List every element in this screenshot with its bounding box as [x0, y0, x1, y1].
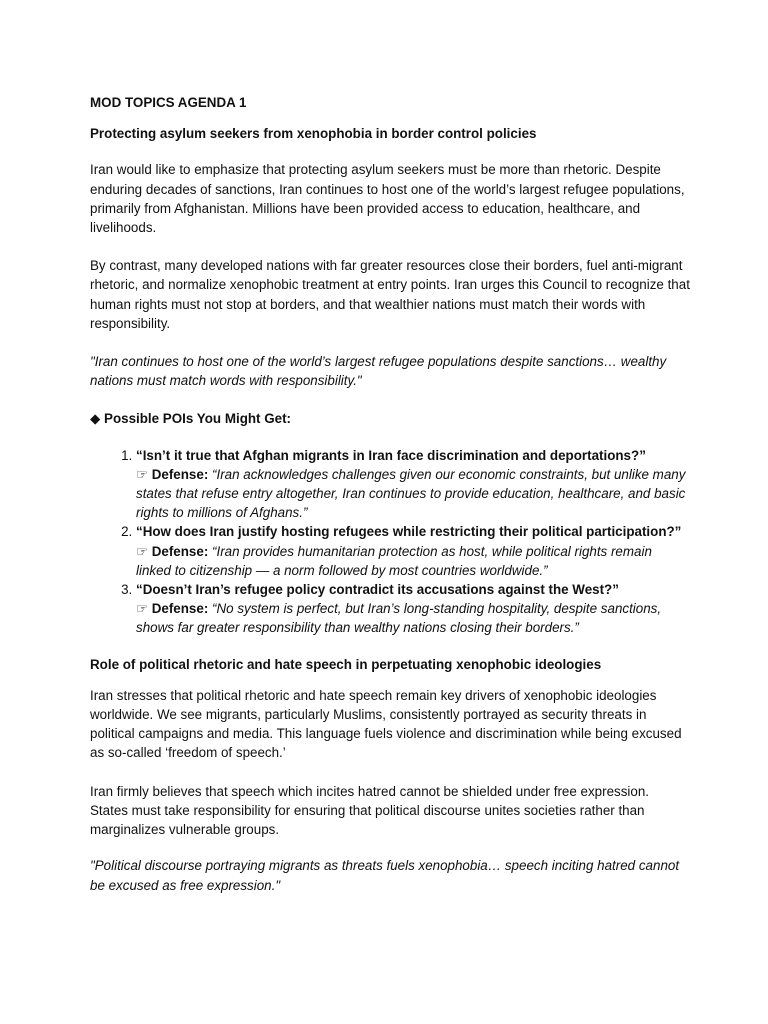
poi-list — [90, 446, 690, 638]
topic1-paragraph-1: Iran would like to emphasize that protecting asylum seekers must be more than rhetoric. Despite enduring decades of sanctions, Iran continues to host one of the world’s largest refugee populations, primarily from Afghanistan. Millions have been provided access to education, healthcare, and livelihoods. — [90, 162, 685, 236]
document-page — [90, 93, 690, 914]
topic1-quote: "Iran continues to host one of the world’s largest refugee populations despite sanctions… wealthy nations must match words with responsibility." — [90, 354, 667, 389]
topic2-section — [90, 655, 690, 895]
topic1-paragraph-2: By contrast, many developed nations with far greater resources close their borders, fuel anti-migrant rhetoric, and normalize xenophobic treatment at entry points. Iran urges this Council to recognize that human rights must not stop at borders, and that wealthier nations must match their words with responsibility. — [90, 258, 690, 331]
poi-defense-text: “No system is perfect, but Iran’s long-standing hospitality, despite sanctions, shows far greater responsibility than wealthy nations closing their borders.” — [136, 601, 662, 636]
topic2-title: Role of political rhetoric and hate speech in perpetuating xenophobic ideologies — [90, 656, 602, 672]
poi-defense-text: “Iran acknowledges challenges given our economic constraints, but unlike many states that refuse entry altogether, Iran continues to provide education, healthcare, and basic rights to millions of Afghans.” — [136, 466, 686, 521]
poi-defense-label: ☞ Defense: — [136, 543, 209, 559]
poi-heading: ◆ Possible POIs You Might Get: — [90, 411, 292, 427]
topic2-paragraph-1: Iran stresses that political rhetoric and hate speech remain key drivers of xenophobic ideologies worldwide. We see migrants, particularly Muslims, consistently portrayed as security threats in political campaigns and media. This language fuels violence and discrimination while being excused as so-called ‘freedom of speech.’ — [90, 687, 682, 761]
topic2-quote: "Political discourse portraying migrants as threats fuels xenophobia… speech inciting hatred cannot be excused as free expression." — [90, 858, 680, 893]
poi-question: “Doesn’t Iran’s refugee policy contradict its accusations against the West?” — [136, 582, 619, 598]
topic1-title: Protecting asylum seekers from xenophobia in border control policies — [90, 126, 537, 142]
agenda-title: MOD TOPICS AGENDA 1 — [90, 95, 247, 110]
poi-question: “Isn’t it true that Afghan migrants in Iran face discrimination and deportations?” — [136, 447, 646, 463]
poi-question: “How does Iran justify hosting refugees while restricting their political participation?” — [136, 524, 682, 540]
topic2-paragraph-2: Iran firmly believes that speech which incites hatred cannot be shielded under free expression. States must take responsibility for ensuring that political discourse unites societies rather than marginalizes vulnerable groups. — [90, 783, 650, 838]
poi-defense-text: “Iran provides humanitarian protection as host, while political rights remain linked to citizenship — a norm followed by most countries worldwide.” — [136, 543, 652, 578]
poi-item — [136, 522, 690, 580]
poi-defense-label: ☞ Defense: — [136, 601, 209, 617]
poi-item — [136, 580, 690, 638]
poi-defense-label: ☞ Defense: — [136, 466, 209, 482]
poi-item — [136, 446, 690, 523]
